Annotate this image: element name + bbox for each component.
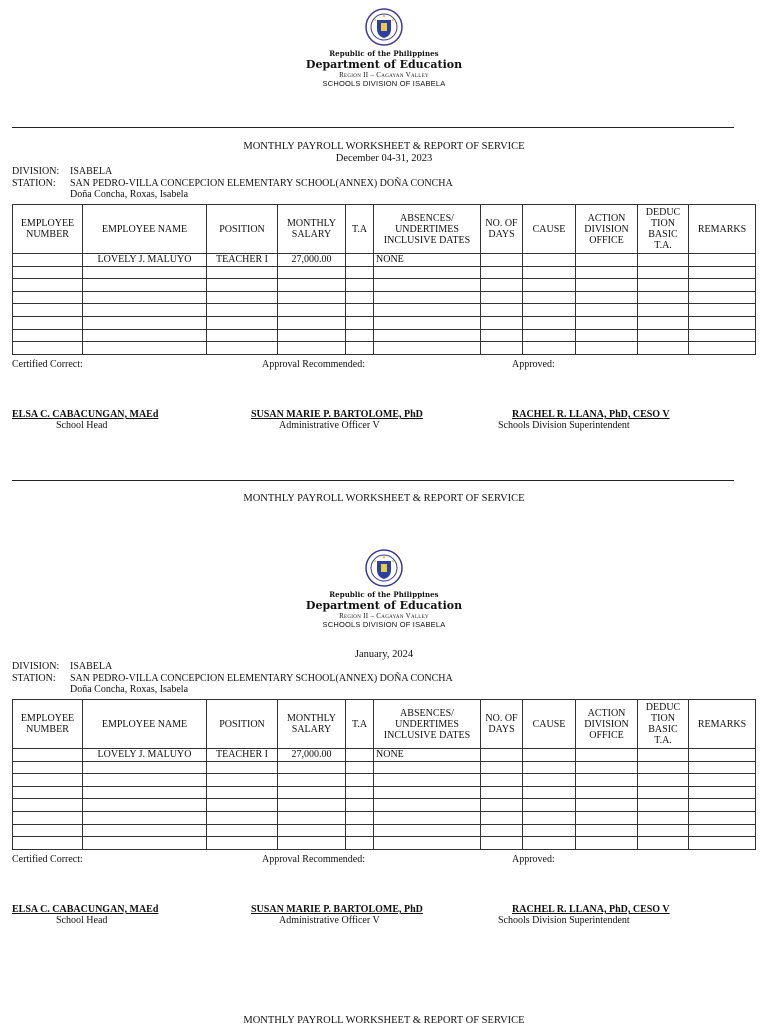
admin-officer-name: SUSAN MARIE P. BARTOLOME, PhD (251, 409, 423, 420)
division-label: DIVISION: (12, 166, 60, 177)
report-period-1: December 04-31, 2023 (335, 153, 433, 164)
col-monthly-salary: MONTHLY SALARY (278, 205, 346, 254)
payroll-table-2 (12, 699, 756, 850)
col-position: POSITION (207, 205, 278, 254)
division-value: ISABELA (70, 661, 113, 672)
sds-name: RACHEL R. LLANA, PhD, CESO V (512, 904, 670, 915)
col-absences: ABSENCES/ UNDERTIMES INCLUSIVE DATES (374, 205, 481, 254)
table-row (13, 837, 756, 850)
cell-position: TEACHER I (207, 749, 278, 762)
signatory-sds-2 (498, 904, 698, 926)
republic-text: Republic of the Philippines (329, 590, 439, 599)
station-value: SAN PEDRO-VILLA CONCEPCION ELEMENTARY SCHOOL(ANNEX) DOÑA CONCHA (70, 177, 453, 189)
station-value: SAN PEDRO-VILLA CONCEPCION ELEMENTARY SCHOOL(ANNEX) DOÑA CONCHA (70, 672, 453, 684)
table-row (13, 304, 756, 317)
department-name: Department of Education (305, 599, 463, 612)
divider-line (12, 480, 734, 481)
table-row (13, 774, 756, 787)
cell-absences: NONE (374, 254, 481, 267)
col-deduction: DEDUC TION BASIC T.A. (638, 700, 689, 749)
table-row (13, 291, 756, 304)
deped-seal-icon (365, 549, 403, 587)
station-label: STATION: (12, 672, 56, 684)
region-text: Region II – Cagayan Valley (339, 71, 429, 79)
sds-position: Schools Division Superintendent (498, 420, 630, 431)
cell-ta (346, 749, 374, 762)
col-no-of-days: NO. OF DAYS (481, 205, 523, 254)
col-cause: CAUSE (523, 205, 576, 254)
report-period-2: January, 2024 (354, 649, 414, 660)
col-cause: CAUSE (523, 700, 576, 749)
col-ta: T.A (346, 205, 374, 254)
signatory-admin-officer-1 (251, 409, 461, 431)
table-row (13, 266, 756, 279)
division-office-text: SCHOOLS DIVISION OF ISABELA (322, 79, 446, 88)
table-row (13, 799, 756, 812)
division-office-text: SCHOOLS DIVISION OF ISABELA (322, 620, 446, 629)
col-employee-number: EMPLOYEE NUMBER (13, 205, 83, 254)
station-address: Doña Concha, Roxas, Isabela (70, 684, 189, 695)
certified-correct-label: Certified Correct: (12, 854, 83, 865)
admin-officer-name: SUSAN MARIE P. BARTOLOME, PhD (251, 904, 423, 915)
deped-header-2 (0, 549, 768, 629)
table-row (13, 761, 756, 774)
table-row (13, 811, 756, 824)
table-row (13, 279, 756, 292)
report-title-bottom: MONTHLY PAYROLL WORKSHEET & REPORT OF SERVICE (243, 1015, 525, 1026)
table-row (13, 329, 756, 342)
division-info-1 (12, 166, 453, 201)
certified-correct-label: Certified Correct: (12, 359, 83, 370)
col-position: POSITION (207, 700, 278, 749)
divider-line (12, 127, 734, 128)
cell-employee-name: LOVELY J. MALUYO (83, 749, 207, 762)
table-row (13, 824, 756, 837)
division-label: DIVISION: (12, 661, 60, 672)
col-employee-number: EMPLOYEE NUMBER (13, 700, 83, 749)
deped-header-1 (0, 8, 768, 88)
school-head-position: School Head (56, 420, 108, 431)
admin-officer-position: Administrative Officer V (279, 420, 380, 431)
deped-seal-icon (365, 8, 403, 46)
division-value: ISABELA (70, 166, 113, 177)
table-row (13, 786, 756, 799)
signatory-sds-1 (498, 409, 698, 431)
sds-name: RACHEL R. LLANA, PhD, CESO V (512, 409, 670, 420)
school-head-name: ELSA C. CABACUNGAN, MAEd (12, 904, 159, 915)
table-row (13, 749, 756, 762)
signatory-admin-officer-2 (251, 904, 461, 926)
col-ta: T.A (346, 700, 374, 749)
region-text: Region II – Cagayan Valley (339, 612, 429, 620)
division-info-2 (12, 661, 453, 696)
cell-employee-number (13, 749, 83, 762)
report-title-1: MONTHLY PAYROLL WORKSHEET & REPORT OF SERVICE (243, 141, 525, 152)
station-address: Doña Concha, Roxas, Isabela (70, 189, 189, 200)
col-employee-name: EMPLOYEE NAME (83, 205, 207, 254)
signatory-school-head-1 (12, 409, 182, 431)
department-name: Department of Education (305, 58, 463, 71)
cell-employee-number (13, 254, 83, 267)
republic-text: Republic of the Philippines (329, 49, 439, 58)
approval-recommended-label: Approval Recommended: (262, 854, 366, 865)
cell-employee-name: LOVELY J. MALUYO (83, 254, 207, 267)
table-row (13, 342, 756, 355)
col-employee-name: EMPLOYEE NAME (83, 700, 207, 749)
payroll-table-1 (12, 204, 756, 355)
report-title-repeat: MONTHLY PAYROLL WORKSHEET & REPORT OF SERVICE (243, 493, 525, 504)
col-deduction: DEDUC TION BASIC T.A. (638, 205, 689, 254)
school-head-name: ELSA C. CABACUNGAN, MAEd (12, 409, 159, 420)
table-header-row (13, 205, 756, 254)
cell-ta (346, 254, 374, 267)
table-row (13, 254, 756, 267)
cell-absences: NONE (374, 749, 481, 762)
table-row (13, 316, 756, 329)
cell-salary: 27,000.00 (278, 254, 346, 267)
cell-salary: 27,000.00 (278, 749, 346, 762)
station-label: STATION: (12, 177, 56, 189)
signatory-school-head-2 (12, 904, 182, 926)
table-header-row (13, 700, 756, 749)
sds-position: Schools Division Superintendent (498, 915, 630, 926)
approved-label: Approved: (512, 359, 555, 370)
col-action-division-office: ACTION DIVISION OFFICE (576, 205, 638, 254)
school-head-position: School Head (56, 915, 108, 926)
cell-position: TEACHER I (207, 254, 278, 267)
col-remarks: REMARKS (689, 205, 756, 254)
col-monthly-salary: MONTHLY SALARY (278, 700, 346, 749)
col-no-of-days: NO. OF DAYS (481, 700, 523, 749)
col-action-division-office: ACTION DIVISION OFFICE (576, 700, 638, 749)
col-absences: ABSENCES/ UNDERTIMES INCLUSIVE DATES (374, 700, 481, 749)
approved-label: Approved: (512, 854, 555, 865)
col-remarks: REMARKS (689, 700, 756, 749)
admin-officer-position: Administrative Officer V (279, 915, 380, 926)
approval-recommended-label: Approval Recommended: (262, 359, 366, 370)
